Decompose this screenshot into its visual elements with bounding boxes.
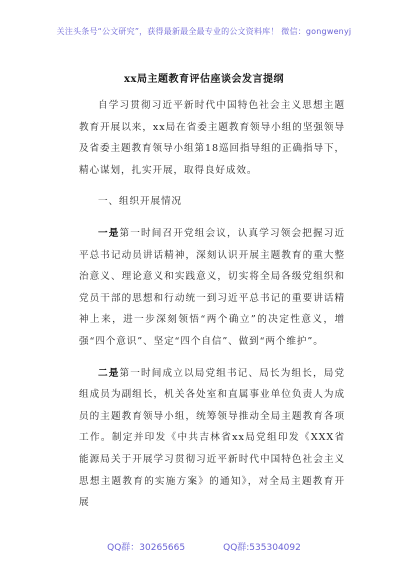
paragraph-1-lead: 一是 (98, 227, 120, 239)
section-heading: 一、组织开展情况 (98, 196, 182, 208)
top-banner: 关注头条号“公文研究”，获得最新最全最专业的公文资料库！ 微信：gongwenyj (56, 27, 352, 36)
footer-qq-group-2: QQ群:535304092 (223, 543, 301, 553)
intro-paragraph: 自学习贯彻习近平新时代中国特色社会主义思想主题教育开展以来，xx局在省委主题教育领导小组的坚强领导及省委主题教育领导小组第18巡回指导组的正确指导下，精心谋划，扎实开展，取得良好成效。 (79, 100, 345, 176)
footer-qq-group-1: QQ群：30265665 (107, 543, 186, 553)
paragraph-2 (79, 363, 345, 514)
footer (0, 540, 408, 553)
paragraph-1-text: 第一时间召开党组会议，认真学习领会把握习近平总书记动员讲话精神，深刻认识开展主题教育的重大整治意义、理论意义和实践意义，切实将全局各级党组织和党员干部的思想和行动统一到习近平总书记的重要讲话精神上来，进一步深刻领悟“两个确立”的决定性意义，增强“四个意识”、坚定“四个自信”、做到“两个维护”。 (79, 227, 345, 347)
paragraph-2-lead: 二是 (98, 367, 120, 379)
document-title: xx局主题教育评估座谈会发言提纲 (124, 74, 284, 85)
document-body (79, 95, 345, 514)
paragraph-2-text: 第一时间成立以局党组书记、局长为组长，局党组成员为副组长，机关各处室和直属事业单位负责人为成员的主题教育领导小组，统筹领导推动全局主题教育各项工作。制定并印发《中共吉林省xx局党组印发《XXX省能源局关于开展学习贯彻习近平新时代中国特色社会主义思想主题教育的实施方案》的通知》，对全局主题教育开展 (79, 367, 345, 509)
paragraph-1 (79, 223, 345, 353)
